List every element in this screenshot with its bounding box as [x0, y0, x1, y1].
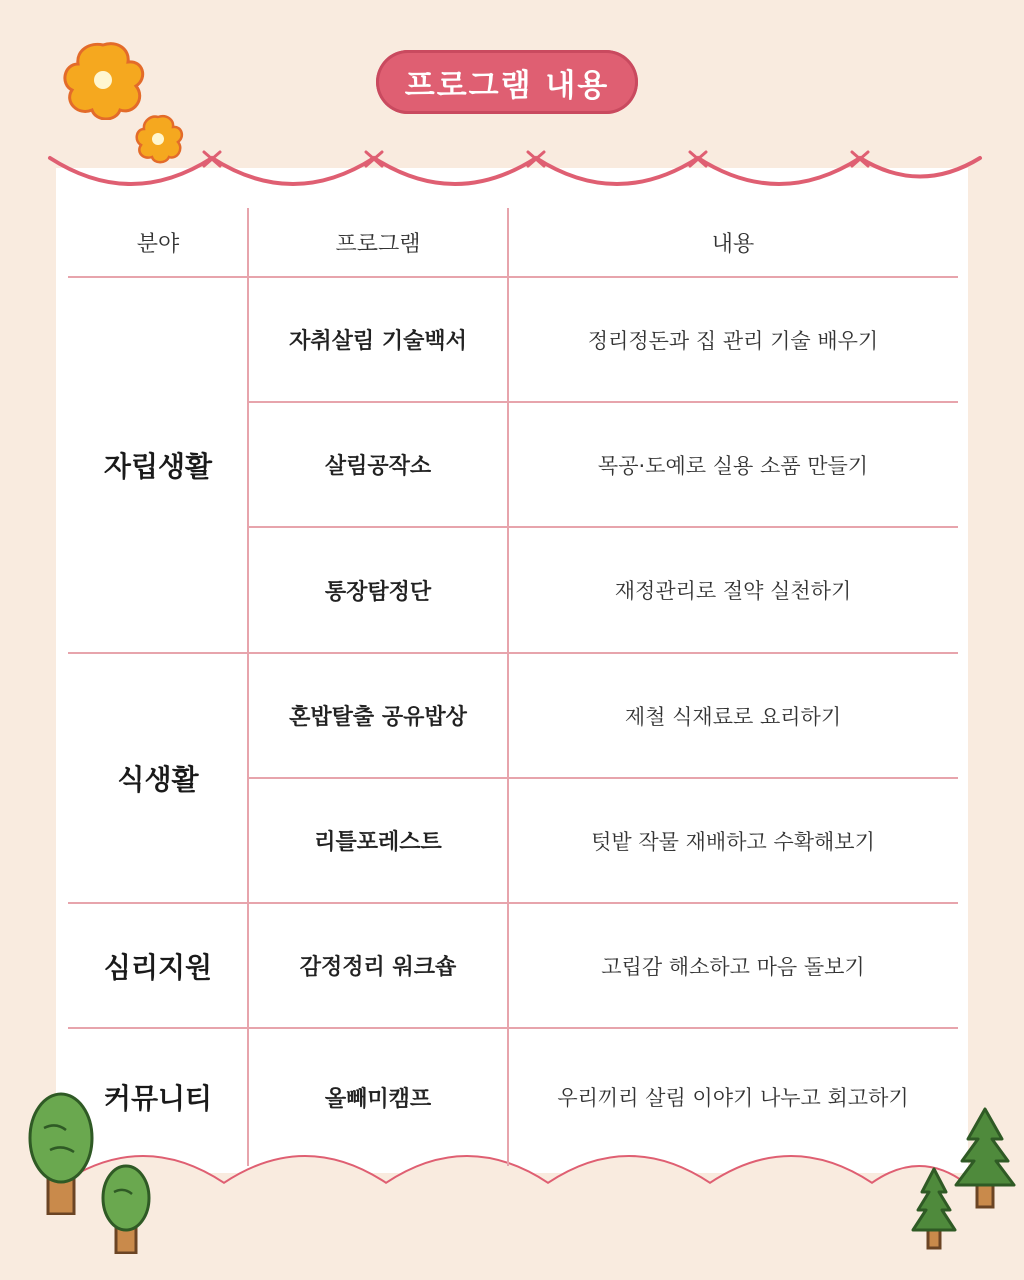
- program-cell: 통장탐정단: [324, 579, 432, 605]
- content-cell: 목공·도예로 실용 소품 만들기: [597, 453, 869, 478]
- program-cell: 자취살림 기술백서: [289, 329, 467, 354]
- category-independent-living: 자립생활: [103, 450, 213, 483]
- category-community: 커뮤니티: [103, 1082, 213, 1115]
- content-cell: 제철 식재료로 요리하기: [624, 704, 842, 729]
- header-program: 프로그램: [335, 232, 421, 257]
- category-psych-support: 심리지원: [103, 950, 213, 984]
- content-cell: 우리끼리 살림 이야기 나누고 회고하기: [557, 1086, 909, 1110]
- content-cell: 텃밭 작물 재배하고 수확해보기: [591, 829, 875, 854]
- program-cell: 혼밥탈출 공유밥상: [289, 705, 467, 730]
- content-cell: 정리정돈과 집 관리 기술 배우기: [587, 328, 879, 353]
- program-cell: 올빼미캠프: [324, 1086, 432, 1112]
- header-content: 내용: [711, 232, 755, 257]
- content-cell: 고립감 해소하고 마음 돌보기: [601, 954, 865, 979]
- program-cell: 살림공작소: [324, 454, 432, 479]
- page-title: 프로그램 내용: [376, 50, 638, 114]
- program-cell: 감정정리 워크숍: [299, 955, 457, 980]
- content-cell: 재정관리로 절약 실천하기: [614, 579, 852, 603]
- program-cell: 리틀포레스트: [314, 830, 442, 855]
- category-diet: 식생활: [117, 763, 199, 796]
- header-field: 분야: [136, 232, 180, 257]
